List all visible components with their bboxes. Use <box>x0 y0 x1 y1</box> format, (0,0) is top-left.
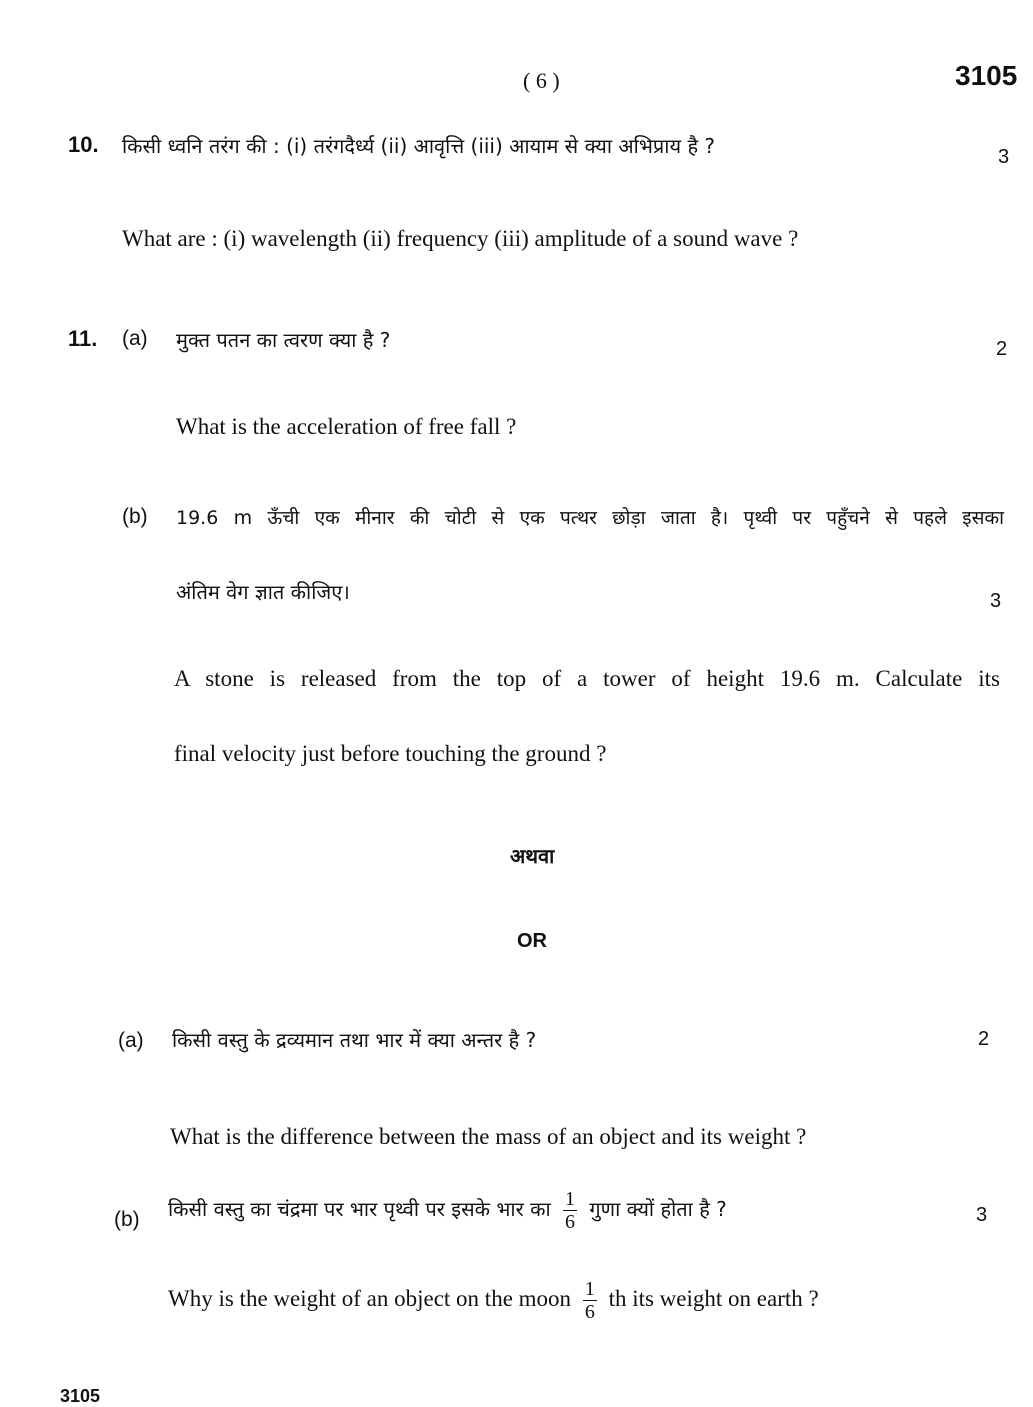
alt-b-hindi-before: किसी वस्तु का चंद्रमा पर भार पृथ्वी पर इसके भार का <box>168 1197 551 1221</box>
question-11b-english-line2: final velocity just before touching the ground ? <box>174 741 607 766</box>
alt-b-marks: 3 <box>976 1204 988 1226</box>
question-11b-english-line1: A stone is released from the top of a tower of height 19.6 m. Calculate its <box>174 666 1000 691</box>
fraction-numerator: 1 <box>584 1278 595 1300</box>
question-10-english: What are : (i) wavelength (ii) frequency (iii) amplitude of a sound wave ? <box>122 226 799 251</box>
question-11b-label: (b) <box>122 505 148 528</box>
question-11b-hindi-line1: 19.6 m ऊँची एक मीनार की चोटी से एक पत्थर छोड़ा जाता है। पृथ्वी पर पहुँचने से पहले इसका <box>176 507 1004 529</box>
or-hindi: अथवा <box>510 844 555 868</box>
alt-a-label: (a) <box>118 1029 144 1052</box>
alt-a-marks: 2 <box>978 1028 990 1050</box>
fraction-numerator: 1 <box>565 1188 576 1210</box>
paper-code-footer: 3105 <box>60 1386 101 1406</box>
alt-b-hindi <box>168 1188 727 1233</box>
alt-b-english-after: th its weight on earth ? <box>608 1285 819 1311</box>
or-english: OR <box>517 930 547 952</box>
question-11a-marks: 2 <box>996 338 1008 360</box>
question-11a-label: (a) <box>122 327 148 350</box>
alt-a-english: What is the difference between the mass of an object and its weight ? <box>170 1124 807 1149</box>
alt-b-label: (b) <box>114 1208 140 1231</box>
fraction-denominator: 6 <box>584 1301 595 1323</box>
question-11b-marks: 3 <box>990 590 1002 612</box>
question-10-number: 10. <box>68 132 99 157</box>
question-11a-english: What is the acceleration of free fall ? <box>176 414 517 439</box>
paper-code-header: 3105 <box>955 60 1018 91</box>
fraction-denominator: 6 <box>565 1211 576 1233</box>
question-11a-hindi: मुक्त पतन का त्वरण क्या है ? <box>176 328 391 352</box>
one-sixth-fraction-hindi <box>563 1188 577 1233</box>
alt-b-hindi-after: गुणा क्यों होता है ? <box>589 1197 727 1221</box>
question-10-marks: 3 <box>998 146 1010 168</box>
one-sixth-fraction-english <box>583 1278 597 1323</box>
question-11-number: 11. <box>68 326 98 351</box>
page-number: ( 6 ) <box>523 68 560 93</box>
alt-b-english-before: Why is the weight of an object on the moon <box>168 1285 572 1311</box>
question-10-hindi: किसी ध्वनि तरंग की : (i) तरंगदैर्ध्य (ii) आवृत्ति (iii) आयाम से क्या अभिप्राय है ? <box>122 134 716 158</box>
alt-b-english <box>168 1278 819 1323</box>
question-11b-hindi-line2: अंतिम वेग ज्ञात कीजिए। <box>176 580 350 604</box>
alt-a-hindi: किसी वस्तु के द्रव्यमान तथा भार में क्या अन्तर है ? <box>172 1028 537 1052</box>
